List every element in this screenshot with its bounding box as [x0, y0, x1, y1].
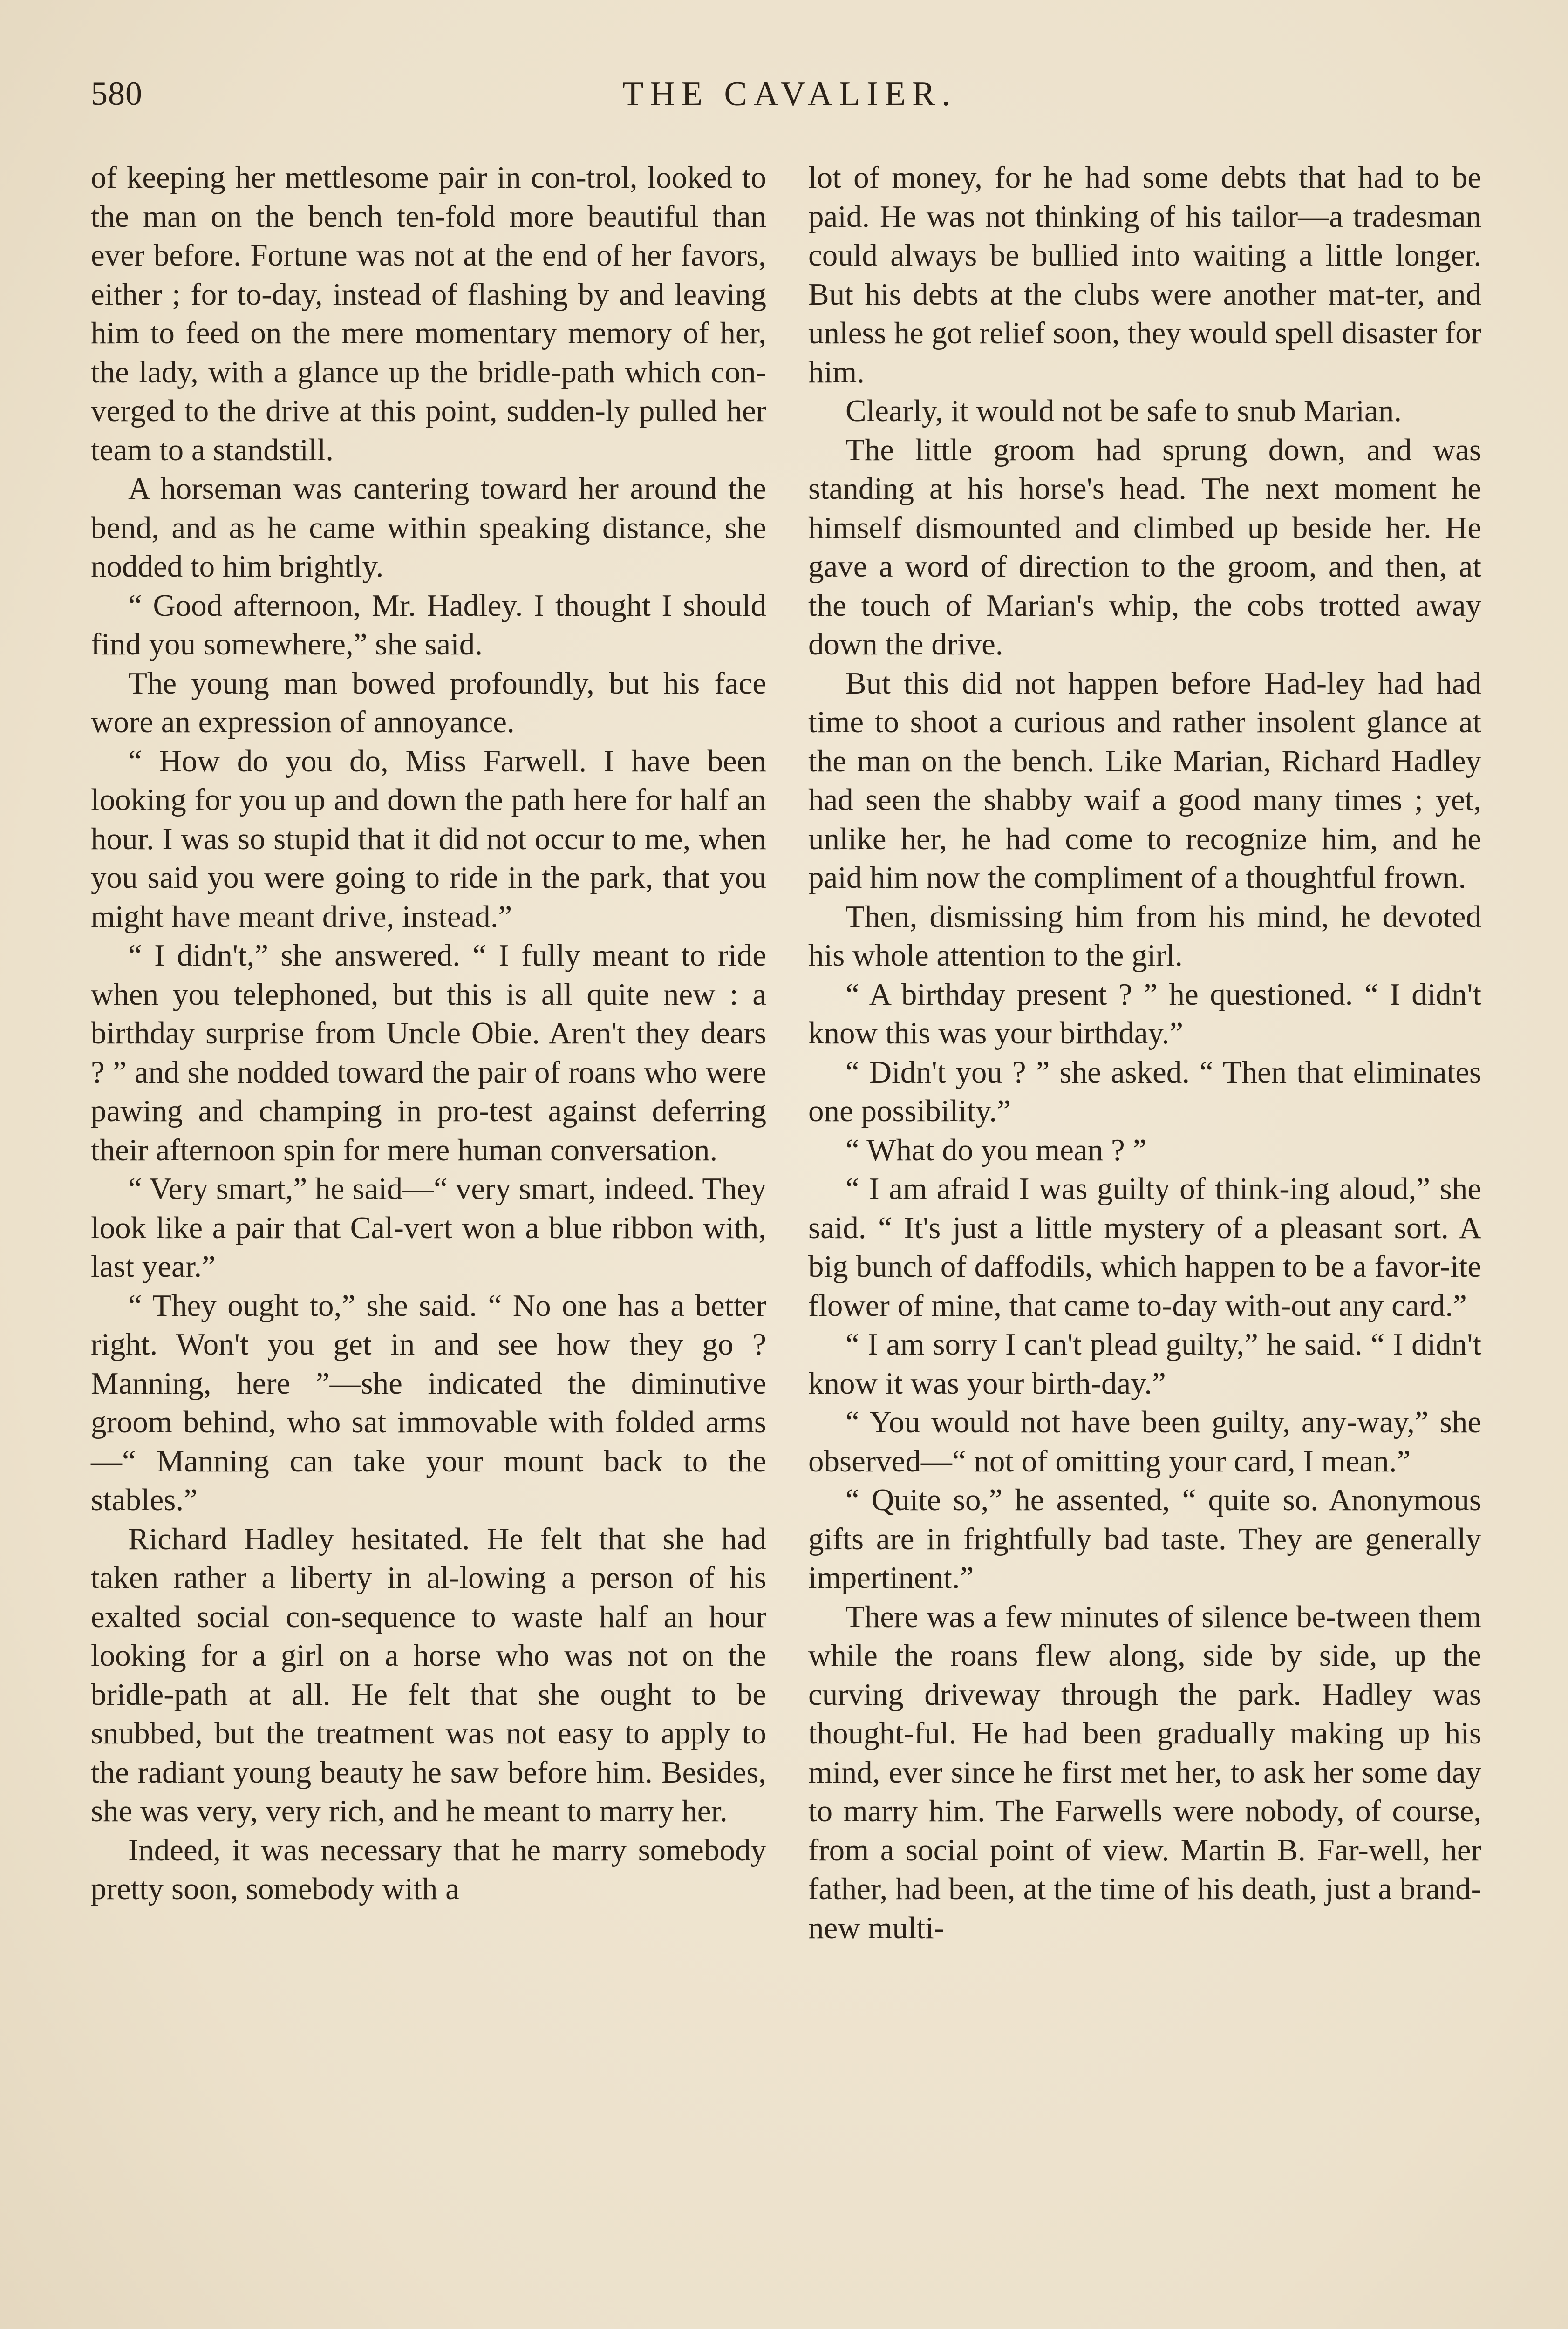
- paragraph: “ What do you mean ? ”: [845, 1132, 1147, 1167]
- paragraph: “ Quite so,” he assented, “ quite so. Anonymous gifts are in frightfully bad taste. They are generally impertinent.”: [808, 1483, 1481, 1595]
- paragraph: “ Good afternoon, Mr. Hadley. I thought I should find you somewhere,” she said.: [91, 588, 766, 661]
- paragraph: “ I am afraid I was guilty of think-ing aloud,” she said. “ It's just a little mystery of a pleasant sort. A big bunch of daffodils, which happen to be a favor-ite flower of mine, that came to-day with-out any card.”: [808, 1171, 1481, 1323]
- paragraph: Indeed, it was necessary that he marry somebody pretty soon, somebody with a: [91, 1832, 766, 1906]
- paragraph: “ How do you do, Miss Farwell. I have been looking for you up and down the path here for half an hour. I was so stupid that it did not occur to me, when you said you were going to ride in the park, that you might have meant drive, instead.”: [91, 743, 766, 934]
- paragraph: “ I didn't,” she answered. “ I fully meant to ride when you telephoned, but this is all quite new : a birthday surprise from Uncle Obie. Aren't they dears ? ” and she nodded toward the pair of roans who were pawing and champing in pro-test against deferring their afternoon spin for mere human conversation.: [91, 938, 766, 1167]
- paragraph: Richard Hadley hesitated. He felt that she had taken rather a liberty in al-lowing a person of his exalted social con-sequence to waste half an hour looking for a girl on a horse who was not on the bridle-path at all. He felt that she ought to be snubbed, but the treatment was not easy to apply to the radiant young beauty he saw before him. Besides, she was very, very rich, and he meant to marry her.: [91, 1521, 766, 1828]
- paragraph: “ I am sorry I can't plead guilty,” he said. “ I didn't know it was your birth-day.”: [808, 1327, 1481, 1401]
- paragraph: “ Didn't you ? ” she asked. “ Then that eliminates one possibility.”: [808, 1055, 1481, 1128]
- paragraph: “ They ought to,” she said. “ No one has a better right. Won't you get in and see how they go ? Manning, here ”—she indicated the diminutive groom behind, who sat immovable with folded arms—“ Manning can take your mount back to the stables.”: [91, 1288, 766, 1517]
- paragraph: But this did not happen before Had-ley had had time to shoot a curious and rather insolent glance at the man on the bench. Like Marian, Richard Hadley had seen the shabby waif a good many times ; yet, unlike her, he had come to recognize him, and he paid him now the compliment of a thoughtful frown.: [808, 666, 1481, 895]
- paragraph: The little groom had sprung down, and was standing at his horse's head. The next moment he himself dismounted and climbed up beside her. He gave a word of direction to the groom, and then, at the touch of Marian's whip, the cobs trotted away down the drive.: [808, 432, 1481, 661]
- paragraph: “ Very smart,” he said—“ very smart, indeed. They look like a pair that Cal-vert won a blue ribbon with, last year.”: [91, 1171, 766, 1284]
- paragraph: lot of money, for he had some debts that had to be paid. He was not thinking of his tailor—a tradesman could always be bullied into waiting a little longer. But his debts at the clubs were another mat-ter, and unless he got relief soon, they would spell disaster for him.: [808, 160, 1481, 389]
- paragraph: Clearly, it would not be safe to snub Marian.: [845, 394, 1402, 428]
- paragraph: The young man bowed profoundly, but his face wore an expression of annoyance.: [91, 666, 766, 739]
- paragraph: Then, dismissing him from his mind, he devoted his whole attention to the girl.: [808, 899, 1481, 973]
- page-header: [91, 75, 1488, 140]
- paragraph: “ A birthday present ? ” he questioned. “ I didn't know this was your birthday.”: [808, 977, 1481, 1050]
- running-head: THE CAVALIER.: [622, 75, 957, 113]
- paragraph: of keeping her mettlesome pair in con-trol, looked to the man on the bench ten-fold more beautiful than ever before. Fortune was not at the end of her favors, either ; for to-day, instead of flashing by and leaving him to feed on the mere momentary memory of her, the lady, with a glance up the bridle-path which con-verged to the drive at this point, sudden-ly pulled her team to a standstill.: [91, 160, 766, 467]
- left-column: [91, 158, 766, 2329]
- page-number: 580: [91, 75, 143, 112]
- right-column: [808, 158, 1481, 2329]
- paragraph: A horseman was cantering toward her around the bend, and as he came within speaking distance, she nodded to him brightly.: [91, 471, 766, 584]
- paragraph: There was a few minutes of silence be-tween them while the roans flew along, side by side, up the curving driveway through the park. Hadley was thought-ful. He had been gradually making up his mind, ever since he first met her, to ask her some day to marry him. The Farwells were nobody, of course, from a social point of view. Martin B. Far-well, her father, had been, at the time of his death, just a brand-new multi-: [808, 1599, 1481, 1945]
- paragraph: “ You would not have been guilty, any-way,” she observed—“ not of omitting your card, I mean.”: [808, 1405, 1481, 1478]
